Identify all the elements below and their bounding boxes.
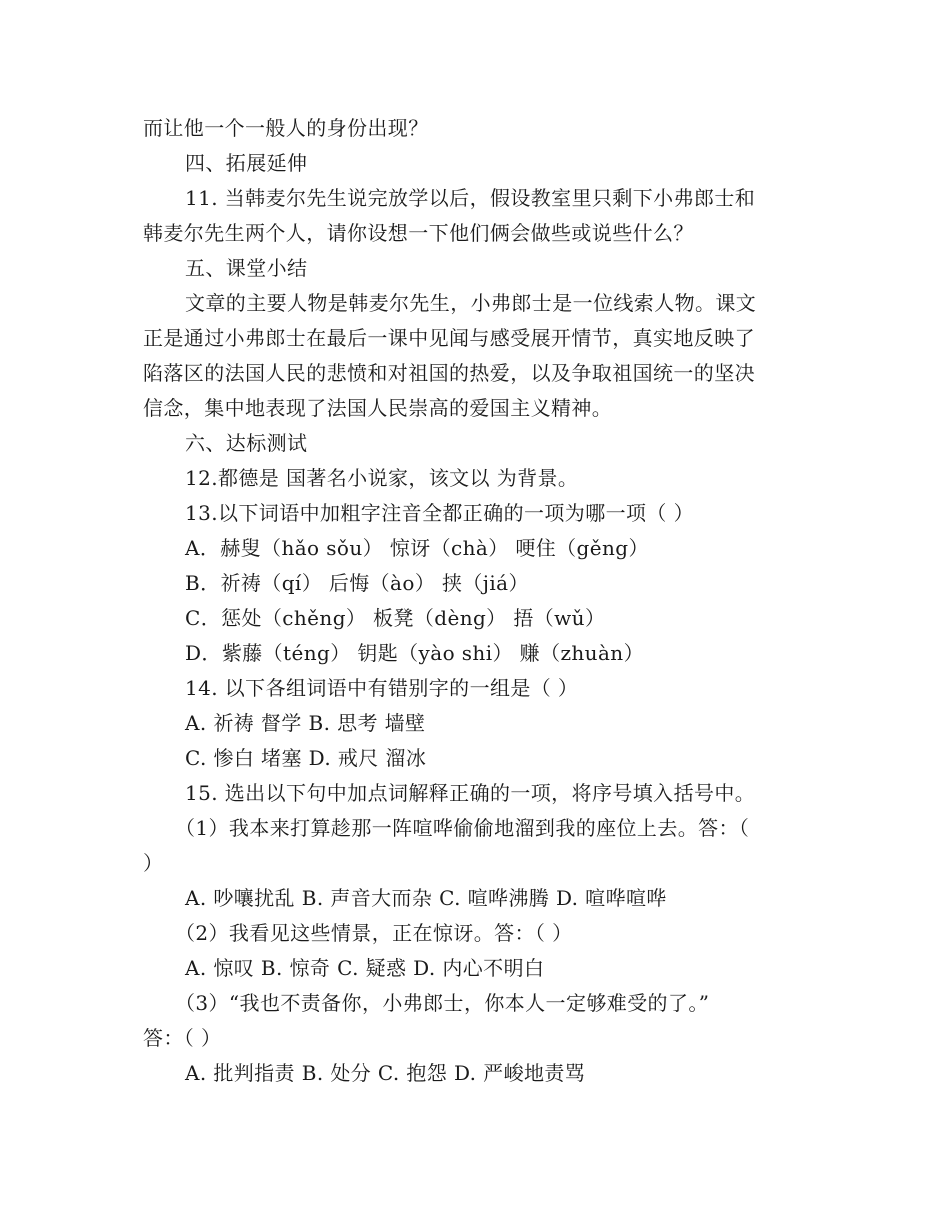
text-line: 12.都德是 国著名小说家，该文以 为背景。	[185, 466, 579, 490]
text-line: 六、达标测试	[185, 431, 308, 455]
text-line: D．紫藤（téng） 钥匙（yào shi） 赚（zhuàn）	[185, 641, 644, 665]
text-line: 14. 以下各组词语中有错别字的一组是（ ）	[185, 676, 579, 700]
text-line: 而让他一个一般人的身份出现？	[143, 116, 429, 140]
text-line: A. 惊叹 B. 惊奇 C. 疑惑 D. 内心不明白	[185, 956, 545, 980]
text-line: （3）“我也不责备你，小弗郎士，你本人一定够难受的了。”	[175, 991, 710, 1015]
text-line: C. 惨白 堵塞 D. 戒尺 溜冰	[185, 746, 427, 770]
text-line: 答：（ ）	[143, 1026, 222, 1050]
text-line: A. 吵嚷扰乱 B. 声音大而杂 C. 喧哗沸腾 D. 喧哗喧哗	[185, 886, 667, 910]
text-line: C．惩处（chěng） 板凳（dèng） 捂（wǔ）	[185, 606, 606, 630]
text-line: 文章的主要人物是韩麦尔先生，小弗郎士是一位线索人物。课文	[185, 291, 757, 315]
text-line: 四、拓展延伸	[185, 151, 308, 175]
text-line: A. 祈祷 督学 B. 思考 墙壁	[185, 711, 426, 735]
text-line: 陷落区的法国人民的悲愤和对祖国的热爱，以及争取祖国统一的坚决	[143, 361, 755, 385]
text-line: 五、课堂小结	[185, 256, 308, 280]
text-line: B．祈祷（qí） 后悔（ào） 挟（jiá）	[185, 571, 529, 595]
text-line: 11. 当韩麦尔先生说完放学以后，假设教室里只剩下小弗郎士和	[185, 186, 756, 210]
document-body	[143, 111, 823, 1091]
text-line: （1）我本来打算趁那一阵喧哗偷偷地溜到我的座位上去。答：（	[175, 816, 750, 840]
text-line: ）	[143, 851, 164, 875]
text-line: 正是通过小弗郎士在最后一课中见闻与感受展开情节，真实地反映了	[143, 326, 755, 350]
text-line: （2）我看见这些情景，正在惊讶。答：（ ）	[175, 921, 573, 945]
text-line: A. 批判指责 B. 处分 C. 抱怨 D. 严峻地责骂	[185, 1061, 586, 1085]
text-line: 13.以下词语中加粗字注音全都正确的一项为哪一项（ ）	[185, 501, 694, 525]
text-line: A．赫叟（hǎo sǒu） 惊讶（chà） 哽住（gěng）	[185, 536, 649, 560]
text-line: 信念，集中地表现了法国人民崇高的爱国主义精神。	[143, 396, 613, 420]
text-line: 15. 选出以下句中加点词解释正确的一项，将序号填入括号中。	[185, 781, 756, 805]
text-line: 韩麦尔先生两个人，请你设想一下他们俩会做些或说些什么？	[143, 221, 694, 245]
